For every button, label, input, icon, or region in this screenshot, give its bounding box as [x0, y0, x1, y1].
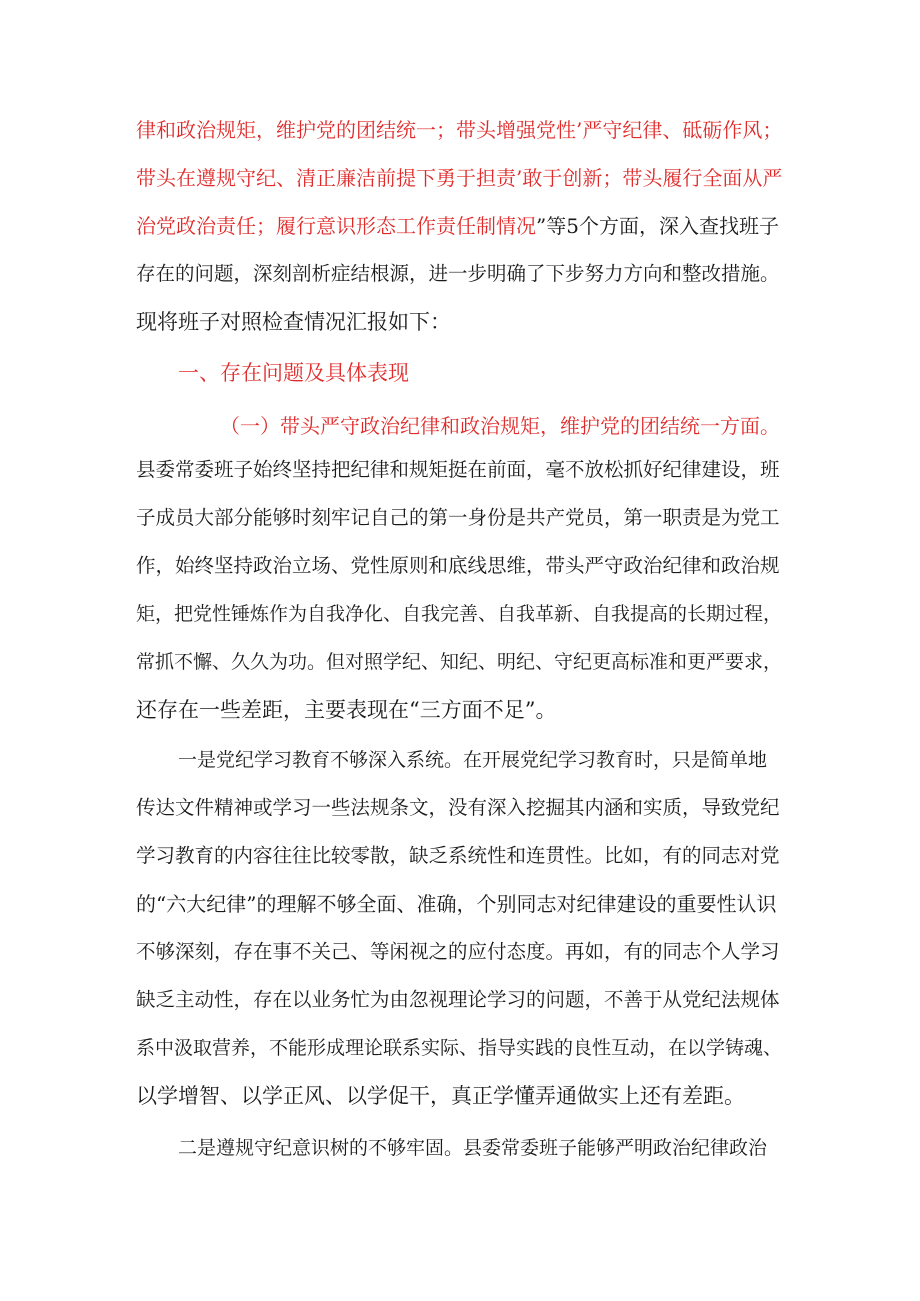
intro-line-3-black: ”等5个方面，深入查找班子: [536, 214, 779, 238]
para1-line: 县委常委班子始终坚持把纪律和规矩挺在前面，毫不放松抓好纪律建设，班: [136, 458, 780, 481]
para2-line: 学习教育的内容往往比较零散，缺乏系统性和连贯性。比如，有的同志对党: [136, 844, 780, 867]
intro-line-1: 律和政治规矩，维护党的团结统一；带头增强党性’严守纪律、砥砺作风；: [136, 118, 783, 142]
intro-line-4: 存在的问题，深刻剖析症结根源，进一步明确了下步努力方向和整改措施。: [136, 262, 780, 285]
para2-line: 系中汲取营养，不能形成理论联系实际、指导实践的良性互动，在以学铸魂、: [136, 1037, 783, 1059]
intro-line-2: 带头在遵规守纪、清正廉洁前提下勇于担责’敢于创新；带头履行全面从严: [136, 166, 783, 190]
para2-line: 传达文件精神或学习一些法规条文，没有深入挖掘其内涵和实质，导致党纪: [136, 796, 780, 819]
para2-line: 不够深刻，存在事不关己、等闲视之的应付态度。再如，有的同志个人学习: [136, 940, 780, 963]
para2-line: 的“六大纪律”的理解不够全面、准确，个别同志对纪律建设的重要性认识: [136, 892, 777, 916]
para3-line: 二是遵规守纪意识树的不够牢固。县委常委班子能够严明政治纪律政治: [178, 1137, 768, 1159]
para2-line: 一是党纪学习教育不够深入系统。在开展党纪学习教育时，只是简单地: [178, 749, 768, 771]
para1-line: 常抓不懈、久久为功。但对照学纪、知纪、明纪、守纪更高标准和更严要求，: [136, 651, 783, 673]
para1-line: 还存在一些差距，主要表现在“三方面不足”。: [136, 698, 557, 722]
intro-line-3: [136, 203, 779, 249]
section-heading-2: （一）带头严守政治纪律和政治规矩，维护党的团结统一方面。: [220, 414, 780, 438]
para1-line: 作，始终坚持政治立场、党性原则和底线思维，带头严守政治纪律和政治规: [136, 554, 780, 577]
intro-line-5: 现将班子对照检查情况汇报如下：: [136, 310, 451, 334]
para2-line: 缺乏主动性，存在以业务忙为由忽视理论学习的问题，不善于从党纪法规体: [136, 988, 780, 1011]
section-heading-1: 一、存在问题及具体表现: [178, 361, 409, 385]
para1-line: 子成员大部分能够时刻牢记自己的第一身份是共产党员，第一职责是为党工: [136, 506, 780, 529]
para2-line: 以学增智、以学正风、以学促干，真正学懂弄通做实上还有差距。: [136, 1084, 745, 1108]
para1-line: 矩，把党性锤炼作为自我净化、自我完善、自我革新、自我提高的长期过程，: [136, 603, 783, 625]
intro-line-3-red: 治党政治责任；履行意识形态工作责任制情况: [136, 214, 536, 238]
